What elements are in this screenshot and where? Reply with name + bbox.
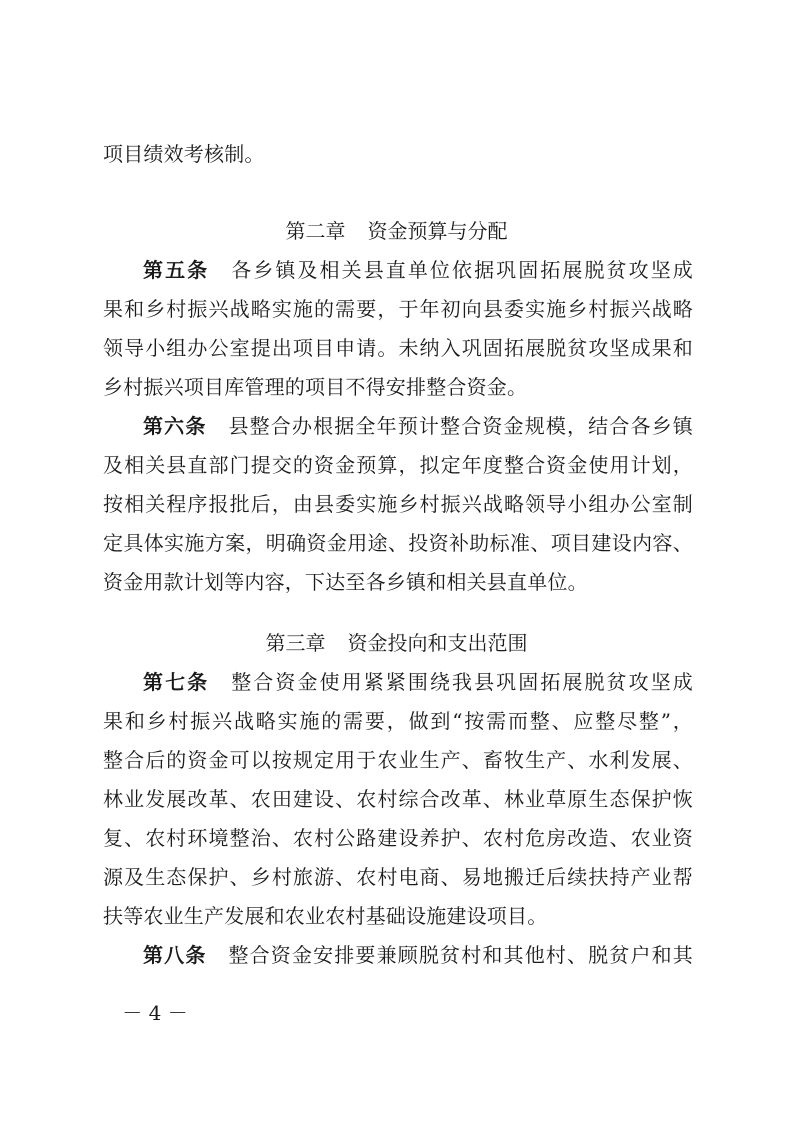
chapter-number: 第三章 [265, 631, 326, 655]
article-text: 整合资金使用紧紧围绕我县巩固拓展脱贫攻坚成 [231, 670, 693, 694]
text-line: 项目绩效考核制。 [103, 142, 265, 166]
article-6-line-1 [143, 413, 693, 439]
text-line: 按相关程序报批后，由县委实施乡村振兴战略领导小组办公室制 [103, 492, 693, 516]
article-label: 第五条 [143, 258, 210, 282]
text-line: 及相关县直部门提交的资金预算，拟定年度整合资金使用计划， [103, 453, 693, 477]
article-text: 整合资金安排要兼顾脱贫村和其他村、脱贫户和其 [228, 943, 693, 967]
text-line: 林业发展改革、农田建设、农村综合改革、林业草原生态保护恢 [103, 787, 693, 811]
text-line: 源及生态保护、乡村旅游、农村电商、易地搬迁后续扶持产业帮 [103, 865, 693, 889]
text-line: 领导小组办公室提出项目申请。未纳入巩固拓展脱贫攻坚成果和 [103, 336, 693, 360]
article-text: 各乡镇及相关县直单位依据巩固拓展脱贫攻坚成 [231, 258, 693, 282]
article-text: 县整合办根据全年预计整合资金规模，结合各乡镇 [228, 414, 693, 438]
text-line: 整合后的资金可以按规定用于农业生产、畜牧生产、水利发展、 [103, 748, 693, 772]
article-label: 第八条 [143, 943, 207, 967]
article-label: 第七条 [143, 670, 210, 694]
text-line: 乡村振兴项目库管理的项目不得安排整合资金。 [103, 375, 528, 399]
text-line: 果和乡村振兴战略实施的需要，做到“按需而整、应整尽整”， [103, 709, 693, 733]
chapter-title: 资金预算与分配 [367, 219, 508, 243]
page-number: － 4 － [122, 1001, 188, 1025]
text-line: 资金用款计划等内容，下达至各乡镇和相关县直单位。 [103, 570, 588, 594]
text-line: 果和乡村振兴战略实施的需要，于年初向县委实施乡村振兴战略 [103, 297, 693, 321]
chapter-number: 第二章 [285, 219, 346, 243]
article-7-line-1 [143, 669, 693, 695]
text-line: 定具体实施方案，明确资金用途、投资补助标准、项目建设内容、 [103, 531, 693, 555]
text-line: 扶等农业生产发展和农业农村基础设施建设项目。 [103, 904, 548, 928]
chapter-heading-3 [0, 630, 793, 656]
article-5-line-1 [143, 257, 693, 283]
text-line: 复、农村环境整治、农村公路建设养护、农村危房改造、农业资 [103, 826, 693, 850]
article-8-line-1 [143, 942, 693, 968]
chapter-heading-2 [0, 218, 793, 244]
chapter-title: 资金投向和支出范围 [347, 631, 528, 655]
article-label: 第六条 [143, 414, 207, 438]
